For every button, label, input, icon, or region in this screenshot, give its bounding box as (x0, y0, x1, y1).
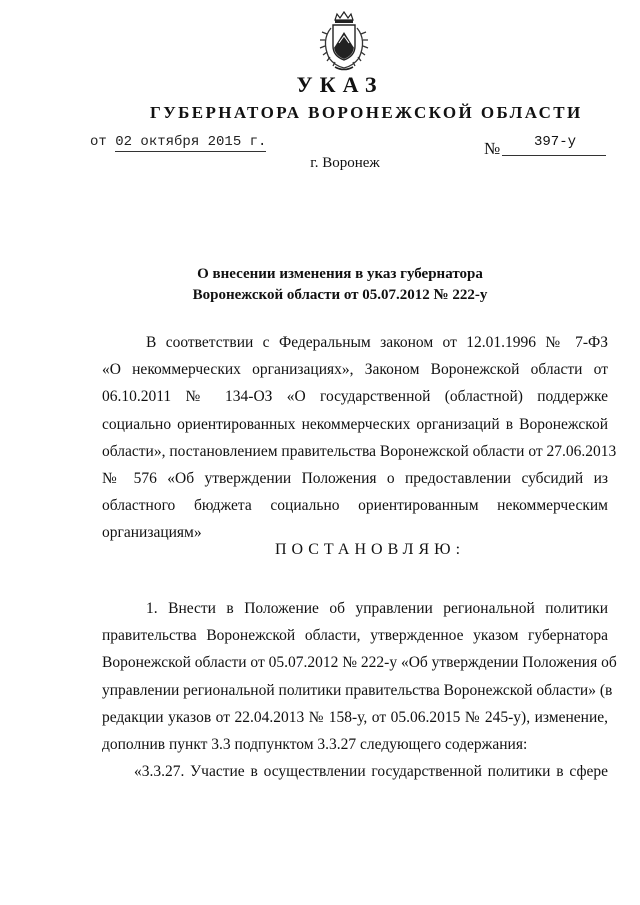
item-1-paragraph (102, 595, 617, 785)
text-line: 1. Внести в Положение об управлении региональной политики (146, 600, 608, 617)
text-line: дополнив пункт 3.3 подпунктом 3.3.27 следующего содержания: (102, 735, 528, 753)
text-line: правительства Воронежской области, утвержденное указом губернатора (102, 627, 608, 645)
text-line: управлении региональной политики правительства Воронежской области» (в (102, 681, 613, 699)
text-line: социально ориентированных некоммерческих организаций в Воронежской (102, 415, 608, 433)
text-line: организациям» (102, 524, 202, 542)
date-value: 02 октября 2015 г. (115, 134, 267, 150)
text-line: областного бюджета социально ориентированным некоммерческим (102, 497, 608, 515)
text-line: Воронежской области от 05.07.2012 № 222-у «Об утверждении Положения об (102, 654, 617, 672)
text-line: «О некоммерческих организациях», Законом Воронежской области от (102, 361, 608, 379)
text-line: № 576 «Об утверждении Положения о предоставлении субсидий из (102, 469, 608, 487)
text-line: В соответствии с Федеральным законом от 12.01.1996 № 7-ФЗ (146, 334, 608, 351)
city-name: г. Воронеж (310, 155, 380, 171)
text-line: 06.10.2011 № 134-ОЗ «О государственной (областной) поддержке (102, 388, 608, 406)
text-line: области», постановлением правительства Воронежской области от 27.06.2013 (102, 442, 617, 460)
text-line: «3.3.27. Участие в осуществлении государственной политики в сфере (134, 763, 608, 781)
text-line: редакции указов от 22.04.2013 № 158-у, от 05.06.2015 № 245-у), изменение, (102, 708, 608, 726)
decree-heading (0, 264, 640, 306)
heading-line: Воронежской области от 05.07.2012 № 222-у (192, 287, 488, 303)
decree-number: 397-у (502, 134, 606, 156)
issuer-title: ГУБЕРНАТОРА ВОРОНЕЖСКОЙ ОБЛАСТИ (150, 103, 583, 122)
document-type-title: УКАЗ (296, 72, 384, 97)
decree-operative-word: ПОСТАНОВЛЯЮ: (274, 541, 466, 558)
heading-line: О внесении изменения в указ губернатора (197, 266, 483, 282)
preamble-paragraph (102, 329, 617, 547)
number-label: № (484, 139, 501, 158)
date-prefix: от (90, 134, 107, 150)
coat-of-arms-icon (311, 10, 377, 74)
decree-date (90, 134, 266, 150)
